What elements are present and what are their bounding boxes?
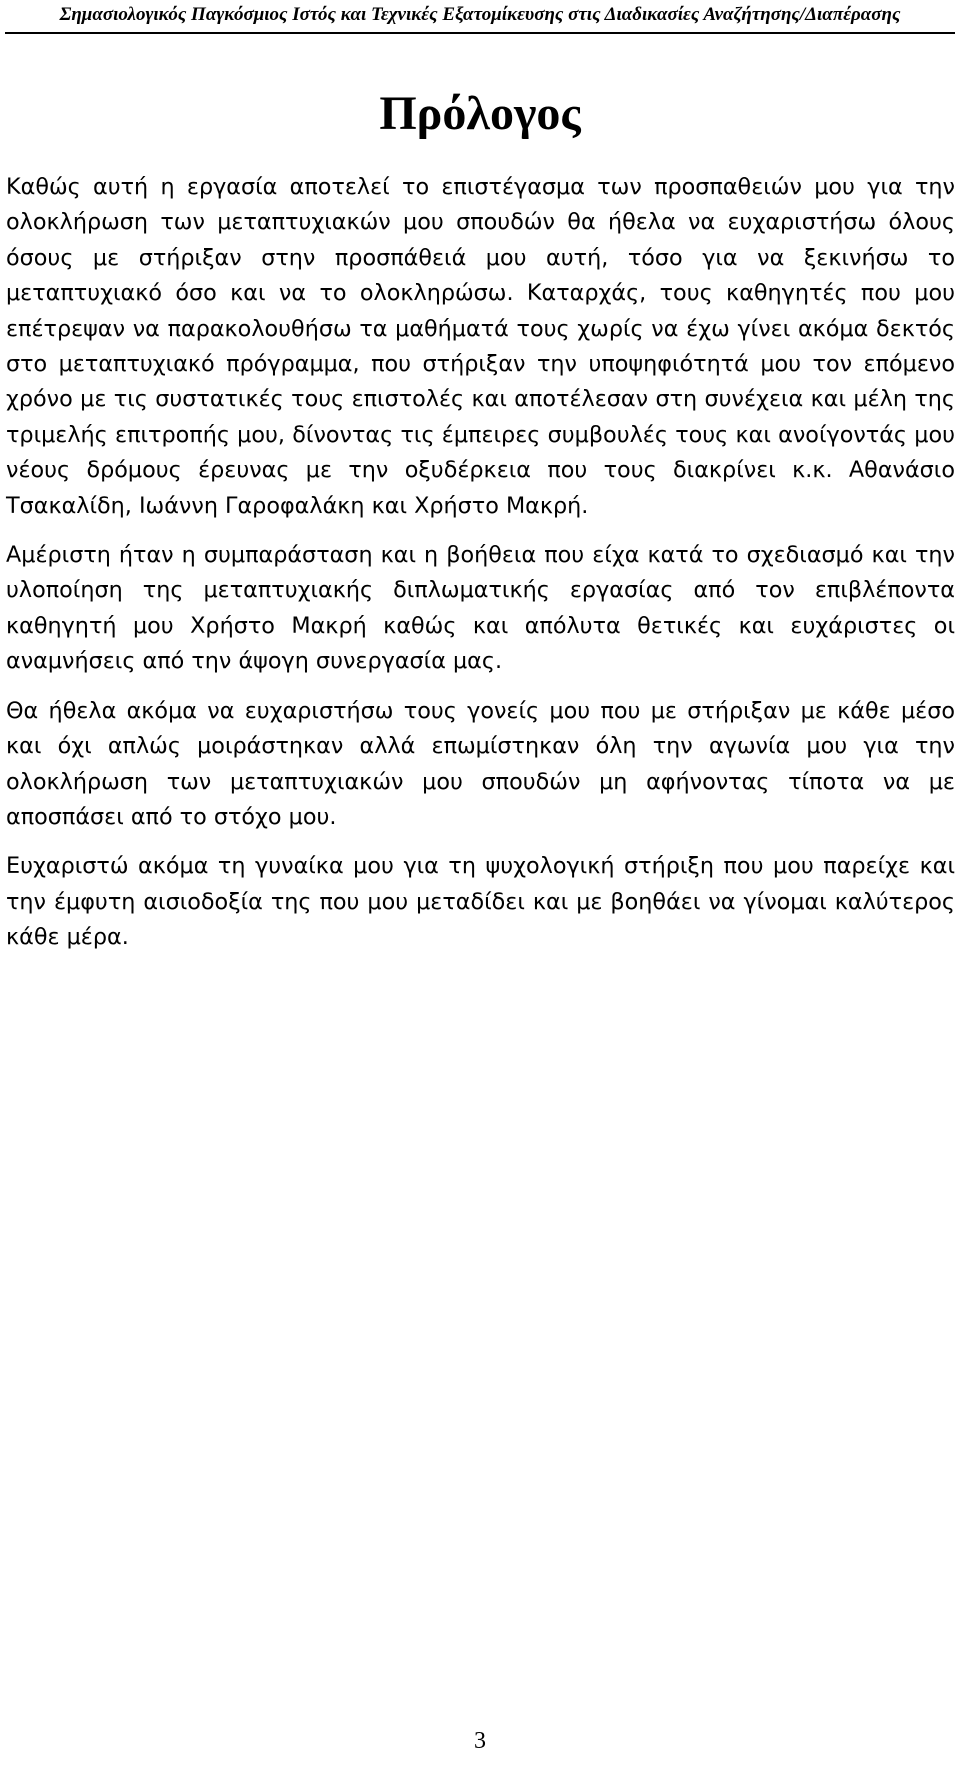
paragraph-1: Καθώς αυτή η εργασία αποτελεί το επιστέγασμα των προσπαθειών μου για την ολοκλήρωση των μεταπτυχιακών μου σπουδών θα ήθελα να ευχαριστήσω όλους όσους με στήριξαν στην προσπάθειά μου αυτή, τόσο για να ξεκινήσω το μεταπτυχιακό όσο και να το ολοκληρώσω. Καταρχάς, τους καθηγητές που μου επέτρεψαν να παρακολουθήσω τα μαθήματά τους χωρίς να έχω γίνει ακόμα δεκτός στο μεταπτυχιακό πρόγραμμα, που στήριξαν την υποψηφιότητά μου τον επόμενο χρόνο με τις συστατικές τους επιστολές και αποτέλεσαν στη συνέχεια και μέλη της τριμελής επιτροπής μου, δίνοντας τις έμπειρες συμβουλές τους και ανοίγοντάς μου νέους δρόμους έρευνας με την οξυδέρκεια που τους διακρίνει κ.κ. Αθανάσιο Τσακαλίδη, Ιωάννη Γαροφαλάκη και Χρήστο Μακρή. <box>6 174 955 519</box>
running-header: Σημασιολογικός Παγκόσμιος Ιστός και Τεχνικές Εξατομίκευσης στις Διαδικασίες Αναζήτησης/Διαπέρασης <box>59 4 901 25</box>
body-text <box>6 170 955 970</box>
page-number: 3 <box>474 1728 486 1754</box>
header-rule <box>5 32 955 34</box>
page-title: Πρόλογος <box>379 87 581 140</box>
paragraph-4: Ευχαριστώ ακόμα τη γυναίκα μου για τη ψυχολογική στήριξη που μου παρείχε και την έμφυτη αισιοδοξία της που μου μεταδίδει και με βοηθάει να γίνομαι καλύτερος κάθε μέρα. <box>6 853 955 951</box>
paragraph-2: Αμέριστη ήταν η συμπαράσταση και η βοήθεια που είχα κατά το σχεδιασμό και την υλοποίηση της μεταπτυχιακής διπλωματικής εργασίας από τον επιβλέποντα καθηγητή μου Χρήστο Μακρή καθώς και απόλυτα θετικές και ευχάριστες οι αναμνήσεις από την άψογη συνεργασία μας. <box>6 542 955 675</box>
paragraph-3: Θα ήθελα ακόμα να ευχαριστήσω τους γονείς μου που με στήριξαν με κάθε μέσο και όχι απλώς μοιράστηκαν αλλά επωμίστηκαν όλη την αγωνία μου για την ολοκλήρωση των μεταπτυχιακών μου σπουδών μη αφήνοντας τίποτα να με αποσπάσει από το στόχο μου. <box>6 697 955 830</box>
